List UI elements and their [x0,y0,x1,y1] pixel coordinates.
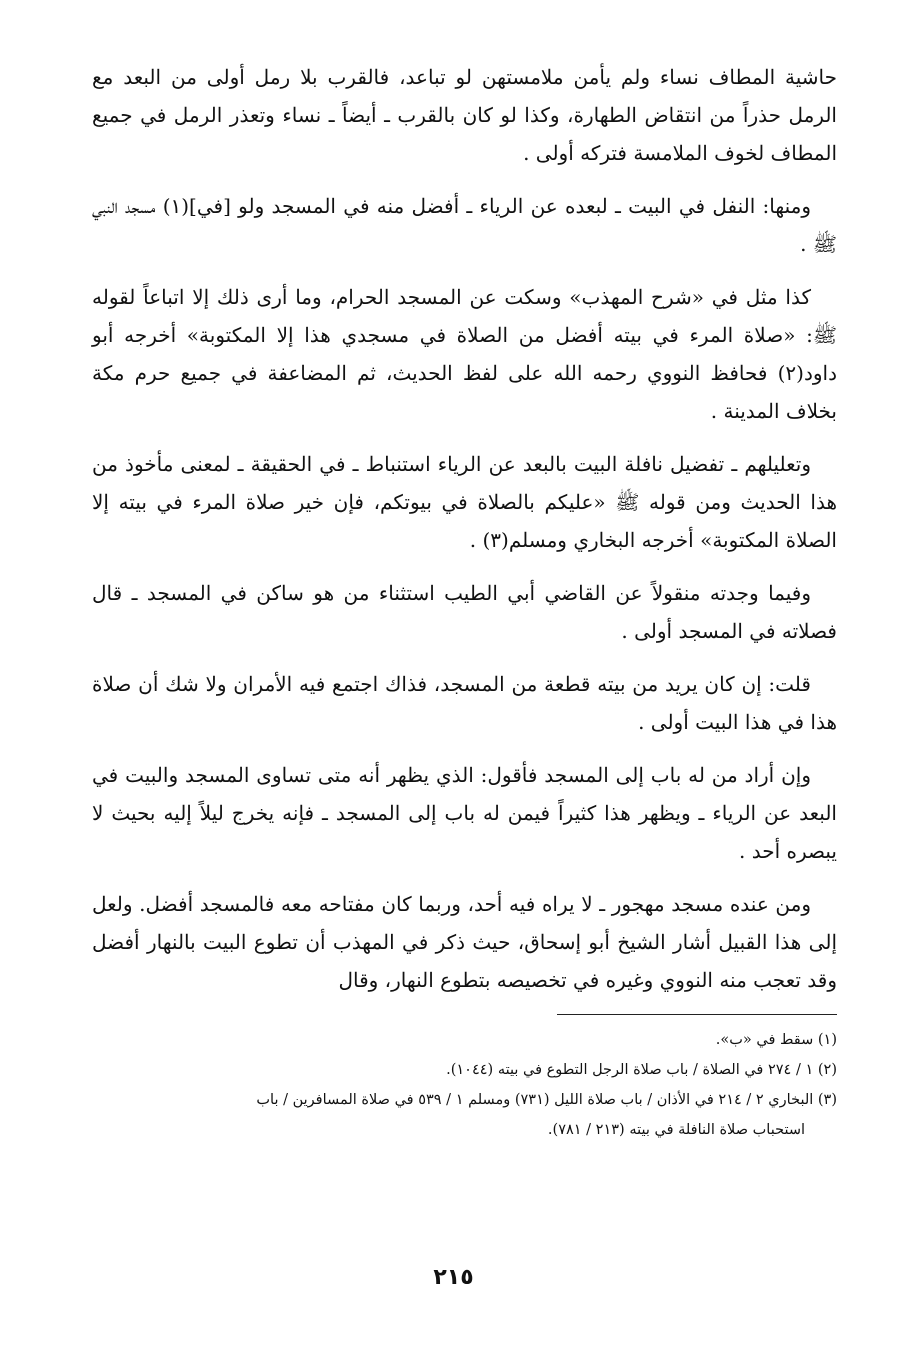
footnote: (٢) ١ / ٢٧٤ في الصلاة / باب صلاة الرجل التطوع في بيته (١٠٤٤). [446,1062,837,1078]
paragraph: قلت: إن كان يريد من بيته قطعة من المسجد، فذاك اجتمع فيه الأمران ولا شك أن صلاة هذا في هذا البيت أولى . [92,672,837,734]
paragraph: كذا مثل في «شرح المهذب» وسكت عن المسجد الحرام، وما أرى ذلك إلا اتباعاً لقوله ﷺ: «صلاة المرء في بيته أفضل من الصلاة في مسجدي هذا إلا المكتوبة» أخرجه أبو داود(٢) فحافظ النووي رحمه الله على لفظ الحديث، ثم المضاعفة في جميع حرم مكة بخلاف المدينة . [92,285,837,423]
footnote: (١) سقط في «ب». [715,1032,837,1048]
paragraph: ومن عنده مسجد مهجور ـ لا يراه فيه أحد، وربما كان مفتاحه معه فالمسجد أفضل. ولعل إلى هذا القبيل أشار الشيخ أبو إسحاق، حيث ذكر في المهذب أن تطوع البيت بالنهار أفضل وقد تعجب منه النووي وغيره في تخصيصه بتطوع النهار، وقال [92,892,837,992]
footnote: (٣) البخاري ٢ / ٢١٤ في الأذان / باب صلاة الليل (٧٣١) ومسلم ١ / ٥٣٩ في صلاة المسافرين / باب [256,1092,837,1108]
page-number: ٢١٥ [433,1265,474,1290]
page-body [92,58,837,1145]
footnote-continuation: استحباب صلاة النافلة في بيته (٢١٣ / ٧٨١). [547,1122,805,1138]
footnote-separator [557,1014,837,1015]
paragraph: وإن أراد من له باب إلى المسجد فأقول: الذي يظهر أنه متى تساوى المسجد والبيت في البعد عن الرياء ـ ويظهر هذا كثيراً فيمن له باب إلى المسجد ـ فإنه يخرج ليلاً إليه بحيث لا يبصره أحد . [92,763,837,863]
paragraph: وتعليلهم ـ تفضيل نافلة البيت بالبعد عن الرياء استنباط ـ في الحقيقة ـ لمعنى مأخوذ من هذا الحديث ومن قوله ﷺ «عليكم بالصلاة في بيوتكم، فإن خير صلاة المرء في بيته إلا الصلاة المكتوبة» أخرجه البخاري ومسلم(٣) . [92,452,837,552]
paragraph: حاشية المطاف نساء ولم يأمن ملامستهن لو تباعد، فالقرب بلا رمل أولى من البعد مع الرمل حذراً من انتقاض الطهارة، وكذا لو كان بالقرب ـ أيضاً ـ نساء وتعذر الرمل في جميع المطاف لخوف الملامسة فتركه أولى . [92,65,837,165]
paragraph: وفيما وجدته منقولاً عن القاضي أبي الطيب استثناء من هو ساكن في المسجد ـ قال فصلاته في المسجد أولى . [92,581,837,643]
paragraph: ومنها: النفل في البيت ـ لبعده عن الرياء ـ أفضل منه في المسجد ولو [في](١) مسجد النبي ﷺ . [92,194,837,256]
